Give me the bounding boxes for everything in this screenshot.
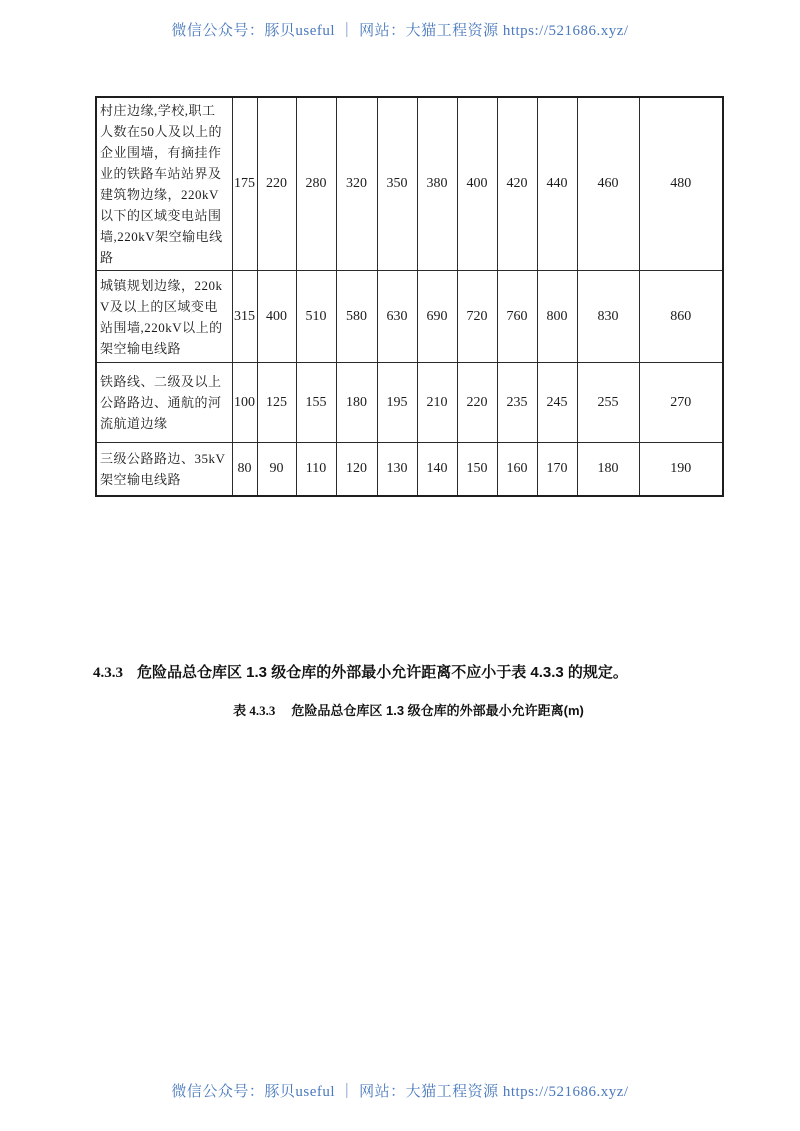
distance-value-cell: 140 [417, 443, 457, 496]
distance-value-cell: 580 [336, 271, 377, 363]
distance-value-cell: 110 [296, 443, 336, 496]
row-label-cell: 三级公路路边、35kV架空输电线路 [96, 443, 232, 496]
distance-value-cell: 130 [377, 443, 417, 496]
table-row [96, 97, 723, 271]
distance-value-cell: 320 [336, 97, 377, 271]
distance-table-body [96, 97, 723, 496]
distance-value-cell: 440 [537, 97, 577, 271]
distance-value-cell: 155 [296, 363, 336, 443]
distance-value-cell: 400 [457, 97, 497, 271]
distance-value-cell: 125 [257, 363, 296, 443]
page-footer-watermark: 微信公众号：豚贝useful ｜ 网站：大猫工程资源 https://521686.xyz/ [171, 1084, 629, 1100]
distance-value-cell: 690 [417, 271, 457, 363]
distance-value-cell: 380 [417, 97, 457, 271]
distance-value-cell: 270 [639, 363, 723, 443]
table-caption-number: 表 4.3.3 [233, 703, 276, 718]
distance-value-cell: 830 [577, 271, 639, 363]
distance-value-cell: 245 [537, 363, 577, 443]
distance-value-cell: 800 [537, 271, 577, 363]
table-row [96, 363, 723, 443]
page-header-watermark: 微信公众号：豚贝useful ｜ 网站：大猫工程资源 https://521686.xyz/ [171, 23, 629, 39]
distance-value-cell: 180 [577, 443, 639, 496]
distance-value-cell: 220 [257, 97, 296, 271]
row-label-cell: 铁路线、二级及以上公路路边、通航的河流航道边缘 [96, 363, 232, 443]
distance-value-cell: 460 [577, 97, 639, 271]
table-caption [95, 700, 722, 719]
distance-value-cell: 210 [417, 363, 457, 443]
distance-value-cell: 255 [577, 363, 639, 443]
distance-value-cell: 120 [336, 443, 377, 496]
distance-value-cell: 235 [497, 363, 537, 443]
row-label-cell: 城镇规划边缘，220kV及以上的区域变电站围墙,220kV以上的架空输电线路 [96, 271, 232, 363]
distance-table [95, 96, 724, 497]
distance-value-cell: 860 [639, 271, 723, 363]
distance-value-cell: 510 [296, 271, 336, 363]
distance-value-cell: 160 [497, 443, 537, 496]
clause-number: 4.3.3 [93, 665, 123, 681]
distance-value-cell: 315 [232, 271, 257, 363]
table-caption-title: 危险品总仓库区 1.3 级仓库的外部最小允许距离(m) [291, 703, 584, 718]
distance-value-cell: 630 [377, 271, 417, 363]
distance-value-cell: 220 [457, 363, 497, 443]
distance-value-cell: 180 [336, 363, 377, 443]
row-label-cell: 村庄边缘,学校,职工人数在50人及以上的企业围墙，有摘挂作业的铁路车站站界及建筑物边缘，220kV以下的区域变电站围墙,220kV架空输电线路 [96, 97, 232, 271]
distance-value-cell: 80 [232, 443, 257, 496]
distance-value-cell: 100 [232, 363, 257, 443]
table-row [96, 443, 723, 496]
distance-value-cell: 150 [457, 443, 497, 496]
distance-value-cell: 170 [537, 443, 577, 496]
clause-paragraph [93, 661, 733, 682]
distance-value-cell: 350 [377, 97, 417, 271]
distance-value-cell: 400 [257, 271, 296, 363]
distance-value-cell: 420 [497, 97, 537, 271]
distance-value-cell: 720 [457, 271, 497, 363]
distance-value-cell: 190 [639, 443, 723, 496]
distance-value-cell: 195 [377, 363, 417, 443]
clause-text: 危险品总仓库区 1.3 级仓库的外部最小允许距离不应小于表 4.3.3 的规定。 [137, 664, 628, 681]
distance-value-cell: 175 [232, 97, 257, 271]
distance-value-cell: 280 [296, 97, 336, 271]
distance-value-cell: 90 [257, 443, 296, 496]
distance-value-cell: 760 [497, 271, 537, 363]
distance-value-cell: 480 [639, 97, 723, 271]
table-row [96, 271, 723, 363]
